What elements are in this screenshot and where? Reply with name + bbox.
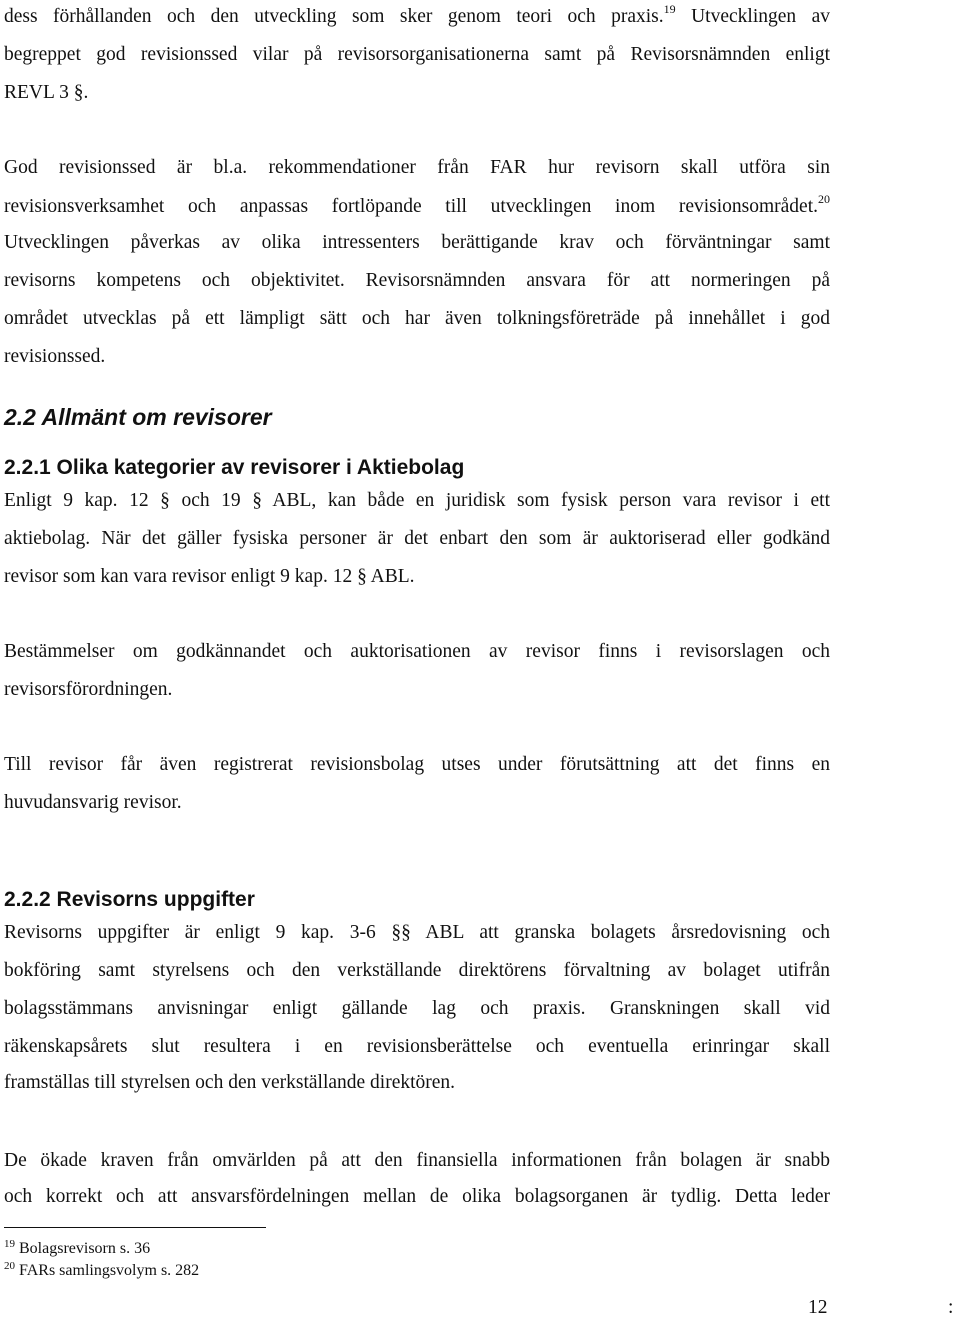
paragraph-line: Revisorns uppgifter är enligt 9 kap. 3-6 §§ ABL att granska bolagets årsredovisning och xyxy=(4,922,830,943)
paragraph-line: bokföring samt styrelsens och den verkställande direktörens förvaltning av bolaget utifrån xyxy=(4,960,830,981)
footnote xyxy=(4,1239,150,1259)
section-heading: 2.2 Allmänt om revisorer xyxy=(4,404,272,430)
paragraph-line: REVL 3 §. xyxy=(4,82,89,103)
paragraph-line: huvudansvarig revisor. xyxy=(4,792,182,813)
text-segment: revisionsverksamhet och anpassas fortlöpande till utvecklingen inom revisionsområdet. xyxy=(4,196,818,217)
footnote-divider xyxy=(4,1227,266,1228)
page-number: 12 xyxy=(808,1297,828,1318)
paragraph-line: revisorsförordningen. xyxy=(4,679,173,700)
footnote-number: 19 xyxy=(4,1238,15,1250)
paragraph-line xyxy=(4,192,830,219)
subsection-heading: 2.2.2 Revisorns uppgifter xyxy=(4,888,255,911)
subsection-heading: 2.2.1 Olika kategorier av revisorer i Aktiebolag xyxy=(4,456,465,479)
paragraph-line: begreppet god revisionssed vilar på revisorsorganisationerna samt på Revisorsnämnden enligt xyxy=(4,44,830,65)
page-mark: : xyxy=(948,1297,954,1318)
footnote-text: FARs samlingsvolym s. 282 xyxy=(19,1262,200,1279)
footnote-ref: 20 xyxy=(818,192,830,206)
paragraph-line: Till revisor får även registrerat revisionsbolag utses under förutsättning att det finns en xyxy=(4,754,830,775)
paragraph-line: God revisionssed är bl.a. rekommendationer från FAR hur revisorn skall utföra sin xyxy=(4,157,830,178)
footnote-text: Bolagsrevisorn s. 36 xyxy=(19,1240,151,1257)
paragraph-line: aktiebolag. När det gäller fysiska personer är det enbart den som är auktoriserad eller godkänd xyxy=(4,528,830,549)
footnote xyxy=(4,1261,199,1281)
paragraph-line: revisorns kompetens och objektivitet. Revisorsnämnden ansvara för att normeringen på xyxy=(4,270,830,291)
paragraph-line: räkenskapsårets slut resultera i en revisionsberättelse och eventuella erinringar skall xyxy=(4,1036,830,1057)
text-segment: dess förhållanden och den utveckling som sker genom teori och praxis. xyxy=(4,6,664,27)
paragraph-line: Bestämmelser om godkännandet och auktorisationen av revisor finns i revisorslagen och xyxy=(4,641,830,662)
paragraph-line: Enligt 9 kap. 12 § och 19 § ABL, kan både en juridisk som fysisk person vara revisor i ett xyxy=(4,490,830,511)
paragraph-line: revisor som kan vara revisor enligt 9 kap. 12 § ABL. xyxy=(4,566,415,587)
paragraph-line: området utvecklas på ett lämpligt sätt och har även tolkningsföreträde på innehållet i god xyxy=(4,308,830,329)
paragraph-line: Utvecklingen påverkas av olika intressenters berättigande krav och förväntningar samt xyxy=(4,232,830,253)
footnote-number: 20 xyxy=(4,1260,15,1272)
paragraph-line: bolagsstämmans anvisningar enligt gällande lag och praxis. Granskningen skall vid xyxy=(4,998,830,1019)
text-segment: Utvecklingen av xyxy=(675,6,830,27)
footnote-ref: 19 xyxy=(663,2,676,16)
paragraph-line xyxy=(4,2,830,29)
paragraph-line: De ökade kraven från omvärlden på att den finansiella informationen från bolagen är snabb xyxy=(4,1150,830,1171)
paragraph-line: och korrekt och att ansvarsfördelningen mellan de olika bolagsorganen är tydlig. Detta leder xyxy=(4,1186,830,1207)
paragraph-line: framställas till styrelsen och den verkställande direktören. xyxy=(4,1072,456,1093)
paragraph-line: revisionssed. xyxy=(4,346,106,367)
